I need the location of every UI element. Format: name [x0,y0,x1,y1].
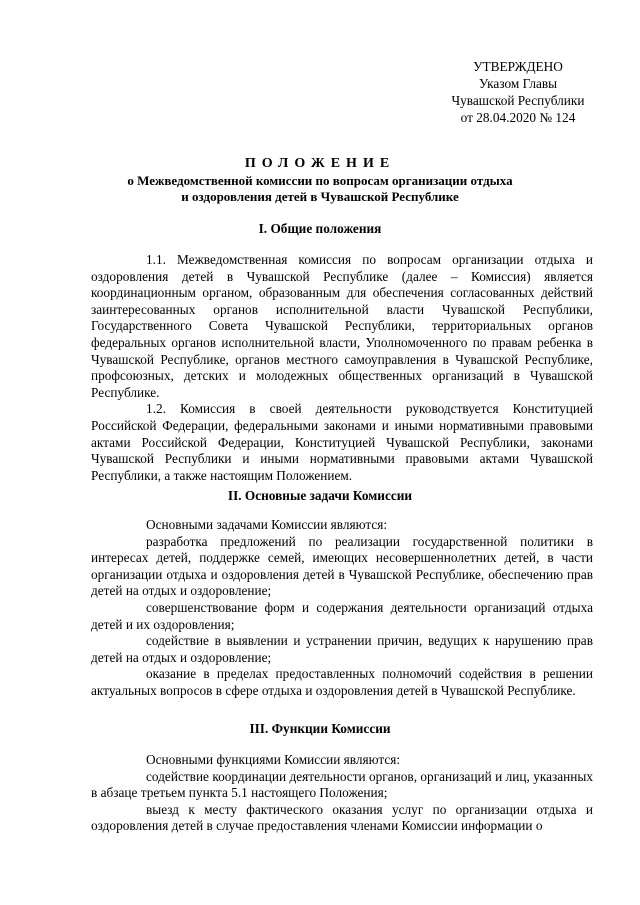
section-1-body [91,252,593,484]
paragraph-2-item-1: разработка предложений по реализации государственной политики в интересах детей, поддержке семей, имеющих несовершеннолетних детей, в части организации отдыха и оздоровления детей в Чувашской Республике, обеспечению прав детей на отдых и оздоровление; [91,533,593,599]
section-2-heading: II. Основные задачи Комиссии [227,488,413,503]
paragraph-3-item-2: выезд к месту фактического оказания услуг по организации отдыха и оздоровления детей в случае предоставления членами Комиссии информации о [91,801,593,834]
title-main: ПОЛОЖЕНИЕ [244,156,396,171]
approval-stamp [438,58,598,126]
paragraph-1-1: 1.1. Межведомственная комиссия по вопросам организации отдыха и оздоровления детей в Чувашской Республике (далее – Комиссия) является координационным органом, образованным для обеспечения согласованных действий заинтересованных органов исполнительной власти Чувашской Республики, Государственного Совета Чувашской Республики, территориальных органов федеральных органов исполнительной власти, Уполномоченного по правам ребенка в Чувашской Республике, органов местного самоуправления в Чувашской Республике, профсоюзных, детских и молодежных общественных организаций в Чувашской Республике. [91,252,593,400]
document-title [100,155,540,205]
section-3-heading: III. Функции Комиссии [249,721,391,736]
title-line-1: о Межведомственной комиссии по вопросам организации отдыха [127,173,513,188]
approval-line-republic: Чувашской Республики [451,93,585,108]
section-2-body [91,517,593,700]
paragraph-1-2: 1.2. Комиссия в своей деятельности руководствуется Конституцией Российской Федерации, федеральными законами и иными нормативными правовыми актами Российской Федерации, Конституцией Чувашской Республики, законами Чувашской Республики и иными нормативными правовыми актами Чувашской Республики, а также настоящим Положением. [91,401,593,483]
paragraph-3-item-1: содействие координации деятельности органов, организаций и лиц, указанных в абзаце третьем пункта 5.1 настоящего Положения; [91,768,593,801]
title-line-2: и оздоровления детей в Чувашской Республике [181,189,459,204]
paragraph-2-item-3: содействие в выявлении и устранении причин, ведущих к нарушению прав детей на отдых и оздоровление; [91,633,593,665]
approval-line-date: от 28.04.2020 № 124 [460,110,576,125]
paragraph-2-item-4: оказание в пределах предоставленных полномочий содействия в решении актуальных вопросов в сфере отдыха и оздоровления детей в Чувашской Республике. [91,666,593,698]
section-3-body [91,752,593,835]
section-1-heading: I. Общие положения [258,221,382,236]
approval-line-approved: УТВЕРЖДЕНО [473,59,563,74]
paragraph-2-intro: Основными задачами Комиссии являются: [146,517,388,532]
approval-line-decree: Указом Главы [478,76,558,91]
paragraph-2-item-2: совершенствование форм и содержания деятельности организаций отдыха детей и их оздоровления; [91,599,593,632]
paragraph-3-intro: Основными функциями Комиссии являются: [146,752,401,767]
